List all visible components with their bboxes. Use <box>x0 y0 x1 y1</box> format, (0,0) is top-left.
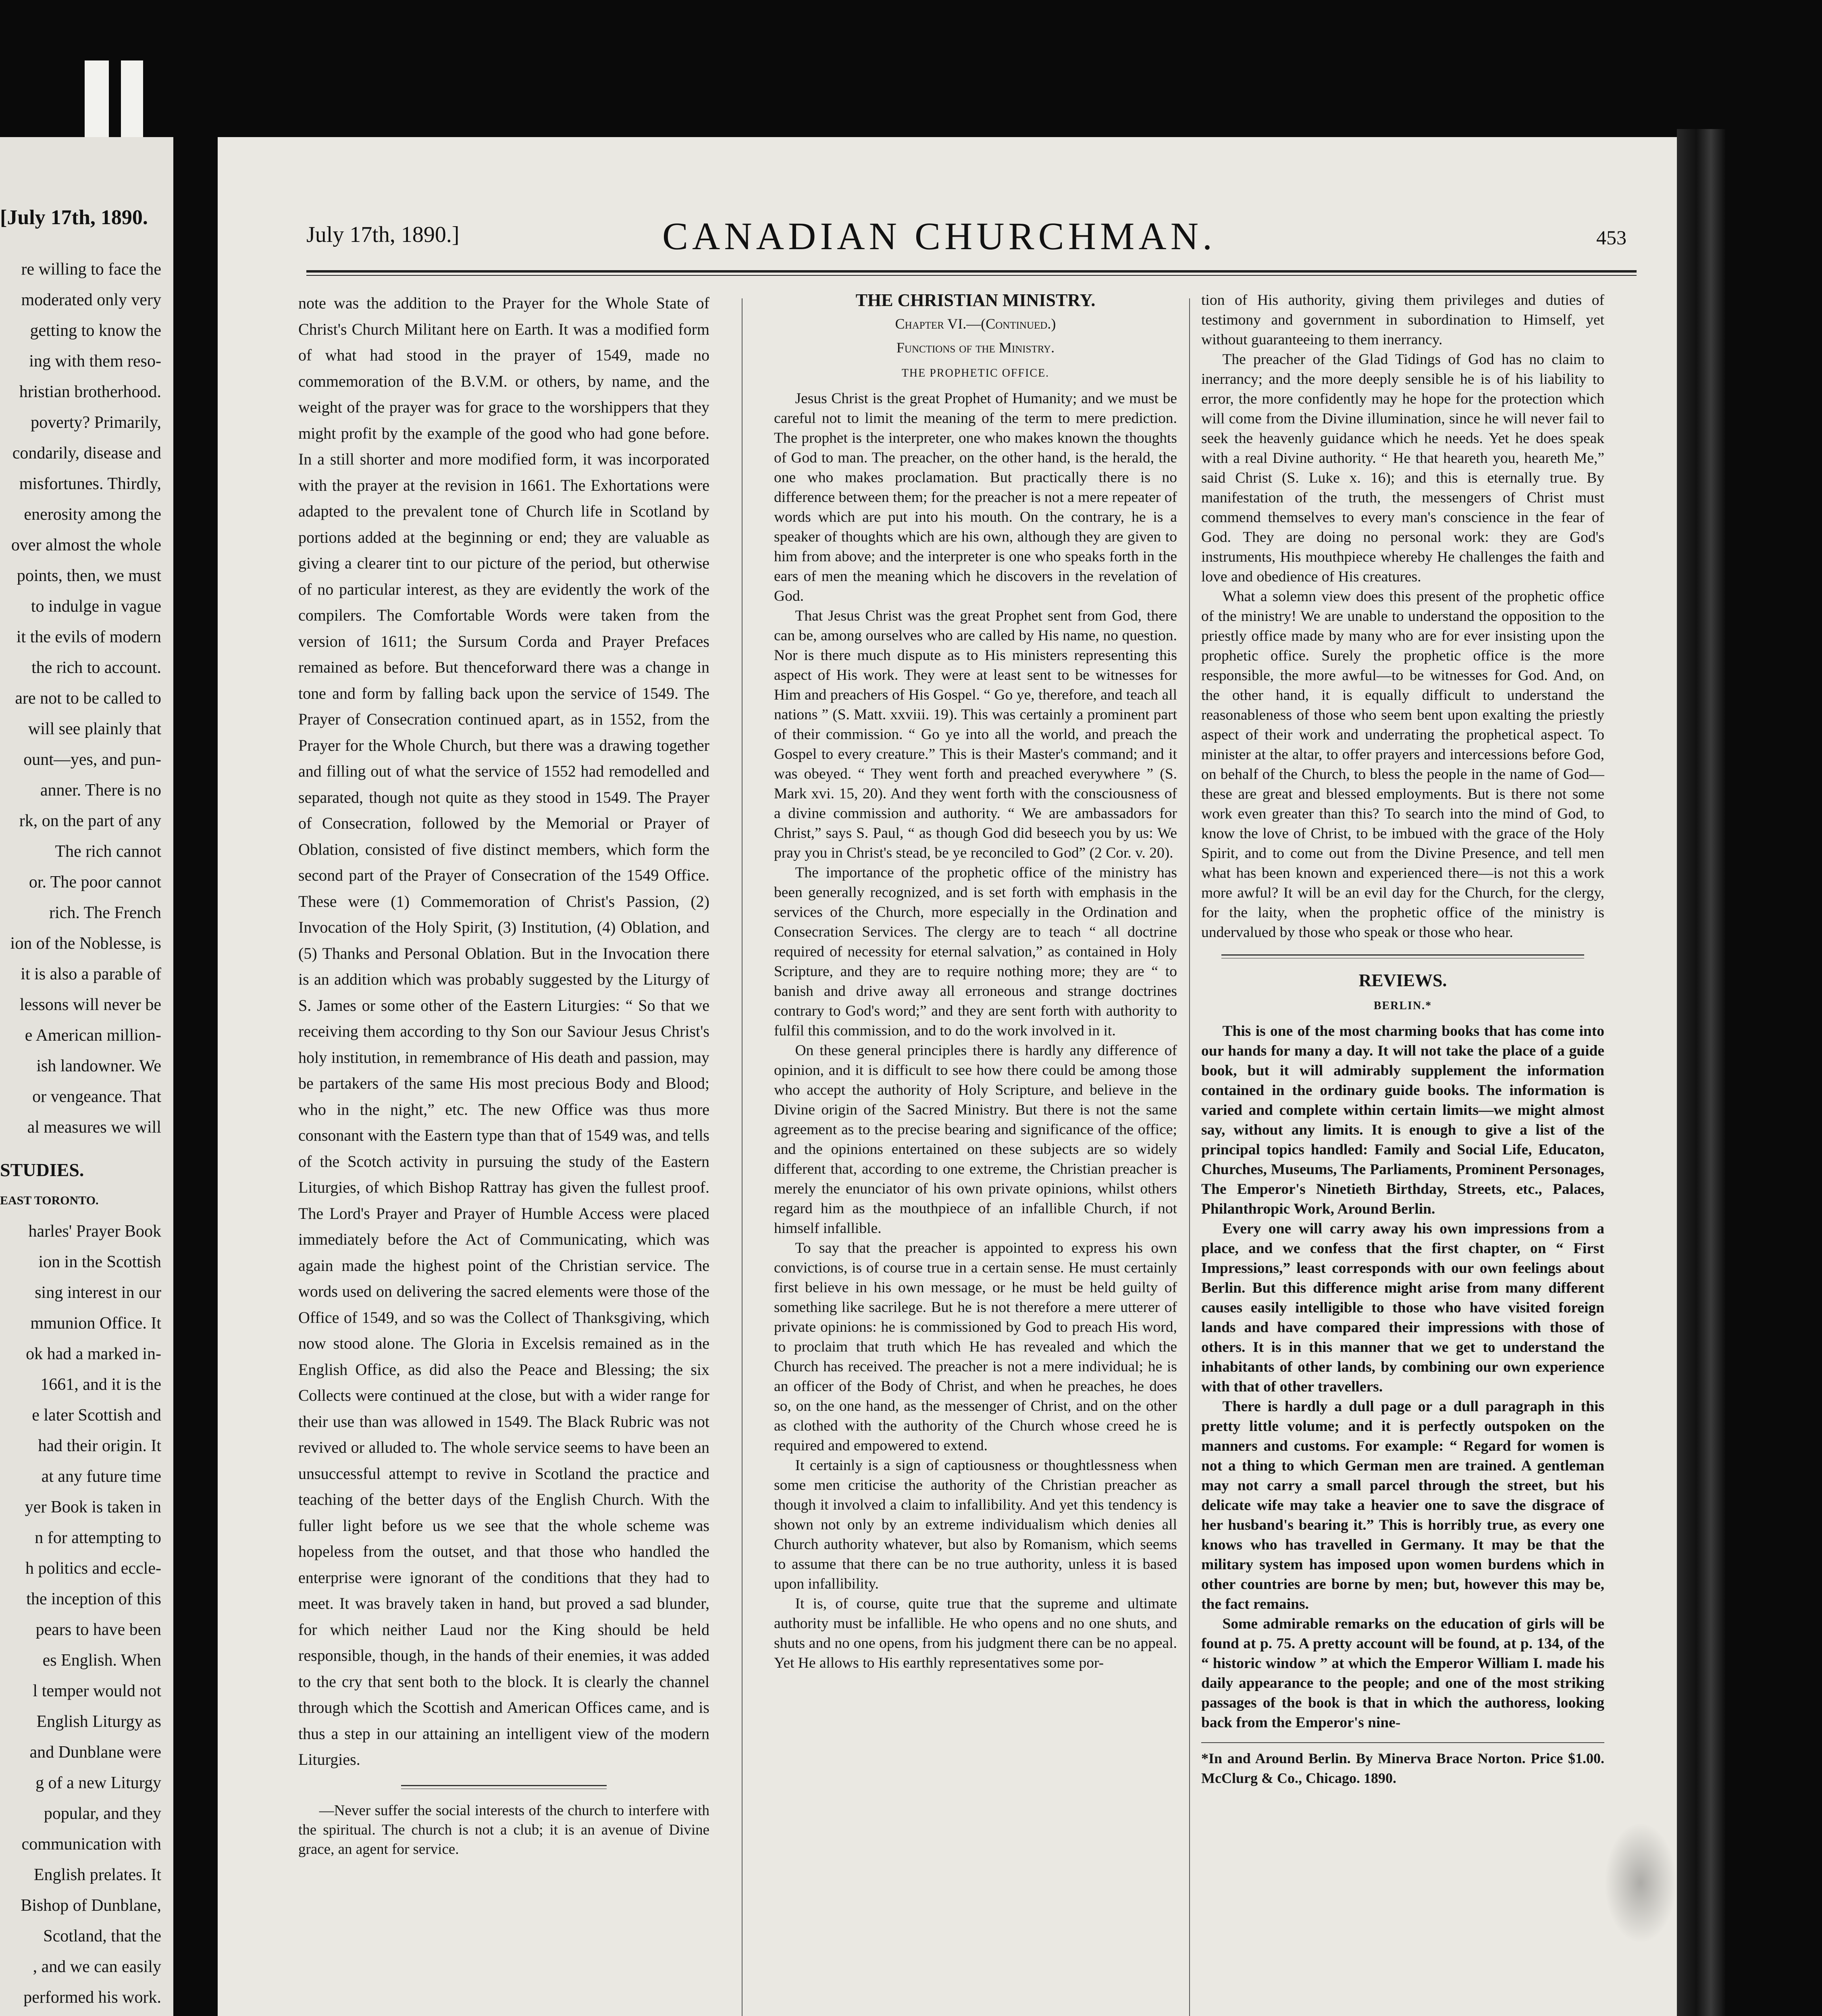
masthead-title: CANADIAN CHURCHMAN. <box>662 215 1217 258</box>
review-footnote: *In and Around Berlin. By Minerva Brace Norton. Price $1.00. McClurg & Co., Chicago. 1890. <box>1201 1742 1604 1788</box>
column-divider-2 <box>1189 298 1190 2016</box>
reviews-divider <box>1221 954 1584 958</box>
paragraph: Jesus Christ is the great Prophet of Humanity; and we must be careful not to limit the meaning of the term to mere prediction. The prophet is the interpreter, one who makes known the thoughts of God to man. The preacher, on the other hand, is the herald, the one who makes proclamation. But practically there is no difference between them; for the preacher is not a mere repeater of words which are put into his mouth. On the contrary, he is a speaker of thoughts which are his own, although they are given to him from above; and the interpreter is one who speaks forth in the ears of men the meaning which he discovers in the revelation of God. <box>774 390 1177 604</box>
left-page-subheading: EAST TORONTO. <box>0 1194 99 1207</box>
paragraph: It is, of course, quite true that the supreme and ultimate authority must be infallible. He who opens and no one shuts, and shuts and no one opens, from his judgment there can be no appeal. Yet He allows to His earthly representatives some por- <box>774 1595 1177 1671</box>
paragraph: The preacher of the Glad Tidings of God has no claim to inerrancy; and the more deeply sensible he is of his liability to error, the more confidently may he hope for the protection which will come from the Divine illumination, since he will never fail to seek the heavenly guidance which he needs. Yet he does speak with a real Divine authority. “ He that heareth you, heareth Me,” said Christ (S. Luke x. 16); and this is eternally true. By manifestation of the truth, the messengers of Christ must commend themselves to every man's conscience in the fear of God. They are doing no personal work: they are God's instruments, His mouthpiece whereby He challenges the faith and love and obedience of His creatures. <box>1201 351 1604 585</box>
footer-note: —Never suffer the social interests of the church to interfere with the spiritual. The church is not a club; it is an avenue of Divine grace, an agent for service. <box>298 1802 709 1858</box>
review-paragraph: This is one of the most charming books that has come into our hands for many a day. It will not take the place of a guide book, but it will admirably supplement the information contained in the ordinary guide books. The information is varied and complete within certain limits—we might almost say, without any limits. It is enough to give a list of the principal topics handled: Family and Social Life, Educaton, Churches, Museums, The Parliaments, Prominent Personages, The Emperor's Ninetieth Birthday, Streets, etc., Palaces, Philanthropic Work, Around Berlin. <box>1201 1023 1604 1217</box>
review-paragraph: There is hardly a dull page or a dull paragraph in this pretty little volume; and it is perfectly outspoken on the manners and customs. For example: “ Regard for women is not a thing to which German men are trained. A gentleman may not carry a small parcel through the street, but his delicate wife may take a heavier one to save the disgrace of her husband's bearing it.” This is horribly true, as every one knows who has travelled in Germany. It may be that the military system has imposed upon women burdens which in other countries are borne by men; but, however this may be, the fact remains. <box>1201 1398 1604 1612</box>
paragraph: On these general principles there is hardly any difference of opinion, and it is difficult to see how there could be among those who accept the authority of Holy Scripture, and believe in the Divine origin of the Sacred Ministry. But there is not the same agreement as to the precise bearing and significance of the office; and the opinions entertained on these subjects are so widely different that, according to one extreme, the Christian preacher is merely the enunciator of his own private opinions, whilst others regard him as the mouthpiece of an infallible Church, if not himself infallible. <box>774 1042 1177 1237</box>
main-page <box>218 137 1677 2016</box>
column-divider-1 <box>742 298 743 2016</box>
book-spine <box>1677 129 1725 2016</box>
column-1 <box>298 290 709 2016</box>
paragraph: That Jesus Christ was the great Prophet sent from God, there can be, among ourselves who are called by His name, no question. Nor is there much dispute as to His ministers representing this aspect of His work. They were at least sent to be witnesses for Him and preachers of His Gospel. “ Go ye, therefore, and teach all nations ” (S. Matt. xxviii. 19). This was certainly a prominent part of their commission. “ Go ye into all the world, and preach the Gospel to every creature.” This is their Master's command; and it was obeyed. “ They went forth and preached everywhere ” (S. Mark xvi. 15, 20). And they went forth with the consciousness of a divine commission and authority. “ We are ambassadors for Christ,” says S. Paul, “ as though God did beseech you by us: We pray you in Christ's stead, be ye reconciled to God” (2 Cor. v. 20). <box>774 608 1177 861</box>
page-number: 453 <box>1596 226 1626 249</box>
article-title: THE CHRISTIAN MINISTRY. <box>855 290 1096 310</box>
header-rule-thin <box>306 275 1637 276</box>
section-label: Functions of the Ministry. <box>896 339 1055 356</box>
paragraph: To say that the preacher is appointed to express his own convictions, is of course true in a certain sense. He must certainly first believe in his own message, or he must be held guilty of something like sacrilege. But he is not therefore a mere utterer of private opinions: he is commissioned by God to preach His word, to proclaim that truth which He has revealed and which the Church has received. The preacher is not a mere individual; he is an officer of the Body of Christ, and when he preaches, he does so, on the one hand, as the messenger of Christ, and on the other as clothed with the authority of the Church whose creed he is required and empowered to extend. <box>774 1240 1177 1454</box>
paragraph: It certainly is a sign of captiousness or thoughtlessness when some men criticise the authority of the Christian preacher as though it involved a claim to infallibility. And yet this tendency is shown not only by an extreme individualism which denies all Church authority whatever, but also by Romanism, which seems to assume that there can be no true authority, unless it is based upon infallibility. <box>774 1457 1177 1592</box>
column-2 <box>774 290 1177 2016</box>
ink-blot <box>1604 1822 1677 1943</box>
left-page-heading: STUDIES. <box>0 1160 84 1180</box>
section-divider <box>401 1785 607 1789</box>
left-page-text: re willing to face the moderated only very getting to know the ing with them reso- hristian brotherhood. poverty? Primarily, condarily, disease and misfortunes. Thirdly, enerosity among the over almost the whole points, then, we must to indulge in vague it the evils of modern the rich to account. are not to be called to will see plainly that ount—yes, and pun- anner. There is no rk, on the part of any The rich cannot or. The poor cannot rich. The French ion of the Noblesse, is it is also a parable of lessons will never be e American million- ish landowner. We or vengeance. That al measures we will STUDIES. EAST TORONTO. harles' Prayer Book ion in the Scottish sing interest in our mmunion Office. It ok had a marked in- 1661, and it is the e later Scottish and had their origin. It at any future time yer Book is taken in n for attempting to h politics and eccle- the inception of this pears to have been es English. When l temper would not English Liturgy as and Dunblane were g of a new Liturgy popular, and they communication with English prelates. It Bishop of Dunblane, Scotland, that the , and we can easily performed his work. <box>0 260 161 2007</box>
reviews-subtitle: BERLIN.* <box>1373 1000 1432 1012</box>
paragraph: The importance of the prophetic office of the ministry has been generally recognized, and is set forth with emphasis in the services of the Church, more especially in the Ordination and Consecration Services. The clergy are to teach “ all doctrine required of necessity for eternal salvation,” as contained in Holy Scripture, and they are to require nothing more; they are “ to banish and drive away all erroneous and strange doctrines contrary to God's word;” and they are sent forth with authority to fulfil this commission, and to do the work involved in it. <box>774 864 1177 1039</box>
subsection-label: THE PROPHETIC OFFICE. <box>901 367 1050 379</box>
review-paragraph: Every one will carry away his own impressions from a place, and we confess that the first chapter, on “ First Impressions,” least corresponds with our own feelings about Berlin. But this difference might arise from many different causes easily intelligible to those who have visited foreign lands and have compared their impressions with those of others. It is in this manner that we get to understand the inhabitants of other lands, by combining our own experience with that of other travellers. <box>1201 1220 1604 1395</box>
paragraph: What a solemn view does this present of the prophetic office of the ministry! We are unable to understand the opposition to the priestly office made by many who are for ever insisting upon the prophetic office. Surely the prophetic office is the more responsible, the more awful—to be witnesses for God. And, on the other hand, it is equally difficult to understand the reasonableness of those who seem bent upon exalting the priestly aspect of their work and underrating the prophetical aspect. To minister at the altar, to offer prayers and intercessions before God, on behalf of the Church, to bless the people in the name of God—these are great and blessed employments. But is there not some work even greater than this? To search into the mind of God, to know the love of Christ, to be imbued with the grace of the Holy Spirit, and to come out from the Divine Presence, and tell men what has been known and experienced there—is not this a work more awful? It will be an evil day for the Church, for the clergy, for the laity, when the prophetic office of the ministry is undervalued by those who speak or those who hear. <box>1201 588 1604 941</box>
column-3 <box>1201 290 1604 2016</box>
review-body <box>1201 1021 1604 1733</box>
review-paragraph: Some admirable remarks on the education of girls will be found at p. 75. A pretty account will be found, at p. 134, of the “ historic window ” at which the Emperor William I. made his daily appearance to the people; and one of the most striking passages of the book is that in which the authoress, looking back from the Emperor's nine- <box>1201 1616 1604 1731</box>
chapter-label: Chapter VI.—(Continued.) <box>895 316 1056 332</box>
reviews-title: REVIEWS. <box>1358 971 1447 990</box>
header-date: July 17th, 1890.] <box>306 222 460 247</box>
header-rule <box>306 270 1637 273</box>
article-continuation: note was the addition to the Prayer for the Whole State of Christ's Church Militant here on Earth. It was a modified form of what had stood in the prayer of 1549, made no commemoration of the B.V.M. or others, by name, and the weight of the prayer was for grace to the worshippers that they might profit by the example of the good who had gone before. In a still shorter and more modified form, it was incorporated with the prayer at the revision in 1661. The Exhortations were adapted to the prevalent tone of Church life in Scotland by portions added at the beginning or end; they are valuable as giving a clearer tint to our picture of the period, but otherwise of no particular interest, as they are evidently the work of the compilers. The Comfortable Words were taken from the version of 1611; the Sursum Corda and Prayer Prefaces remained as before. But thenceforward there was a change in tone and form by falling back upon the service of 1549. The Prayer of Consecration continued apart, as in 1552, from the Prayer for the Whole Church, but there was a drawing together and filling out of what the service of 1552 had remodelled and separated, though not quite as they stood in 1549. The Prayer of Consecration, followed by the Memorial or Prayer of Oblation, consisted of five distinct members, which form the second part of the Prayer of Consecration of the 1549 Office. These were (1) Commemoration of Christ's Passion, (2) Invocation of the Holy Spirit, (3) Institution, (4) Oblation, and (5) Thanks and Personal Oblation. But in the Invocation there is an addition which was probably suggested by the Liturgy of S. James or some other of the Eastern Liturgies: “ So that we receiving them according to thy Son our Saviour Jesus Christ's holy institution, in remembrance of His death and passion, may be partakers of the same His most precious Body and Blood; who in the night,” etc. The new Office was thus more consonant with the Eastern type than that of 1549 was, and tells of the Scotch activity in pursuing the study of the Eastern Liturgies, of which Bishop Rattray has given the fullest proof. The Lord's Prayer and Prayer of Humble Access were placed immediately before the Act of Communicating, which was again made the highest point of the Christian service. The words used on delivering the sacred elements were those of the Office of 1549, and so was the Collect of Thanksgiving, which now stood alone. The Gloria in Excelsis remained as in the English Office, as did also the Peace and Blessing; the six Collects were continued at the close, but with a wider range for their use than was allowed in 1549. The Black Rubric was not revived or alluded to. The whole service seems to have been an unsuccessful attempt to revive in Scotland the practice and teaching of the better days of the English Church. With the fuller light before us we see that the whole scheme was hopeless from the outset, and that those who handled the enterprise were ignorant of the conditions that they had to meet. It was bravely taken in hand, but proved a sad blunder, for which neither Laud nor the King should be held responsible, though, in the hands of their enemies, it was added to the cry that sent both to the block. It is clearly the channel through which the Scottish and American Offices came, and is thus a step in our attaining an intelligent view of the modern Liturgies. <box>298 294 709 1768</box>
paragraph: tion of His authority, giving them privileges and duties of testimony and government in subordination to Himself, yet without guaranteeing to them inerrancy. <box>1201 292 1604 348</box>
left-page-header: [July 17th, 1890. <box>0 206 148 229</box>
left-facing-page <box>0 137 173 2016</box>
